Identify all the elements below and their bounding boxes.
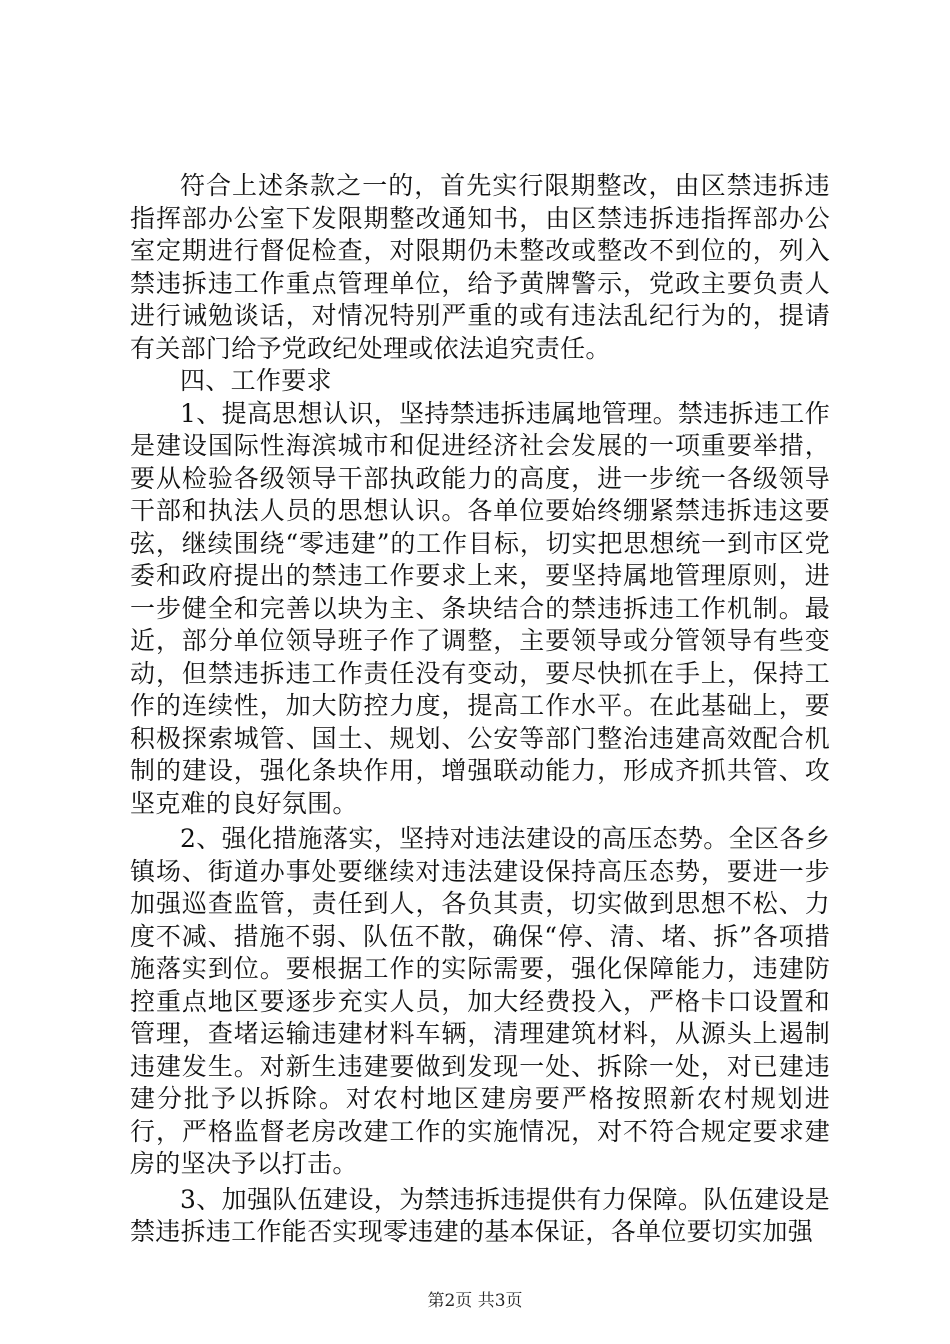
section-heading-work-requirements: 四、工作要求 [180,366,332,395]
paragraph-requirement-3: 3、加强队伍建设，为禁违拆违提供有力保障。队伍建设是禁违拆违工作能否实现零违建的基本保证，各单位要切实加强 [130,1184,830,1246]
paragraph-rectification-terms: 符合上述条款之一的，首先实行限期整改，由区禁违拆违指挥部办公室下发限期整改通知书，由区禁违拆违指挥部办公室定期进行督促检查，对限期仍未整改或整改不到位的，列入禁违拆违工作重点管理单位，给予黄牌警示，党政主要负责人进行诫勉谈话，对情况特别严重的或有违法乱纪行为的，提请有关部门给予党政纪处理或依法追究责任。 [130,171,830,363]
page-number-footer: 第2页 共3页 [427,1291,523,1311]
document-body [130,170,830,1249]
paragraph-requirement-2: 2、强化措施落实，坚持对违法建设的高压态势。全区各乡镇场、街道办事处要继续对违法建设保持高压态势，要进一步加强巡查监管，责任到人，各负其责，切实做到思想不松、力度不减、措施不弱、队伍不散，确保“停、清、堵、拆”各项措施落实到位。要根据工作的实际需要，强化保障能力，违建防控重点地区要逐步充实人员，加大经费投入，严格卡口设置和管理，查堵运输违建材料车辆，清理建筑材料，从源头上遏制违建发生。对新生违建要做到发现一处、拆除一处，对已建违建分批予以拆除。对农村地区建房要严格按照新农村规划进行，严格监督老房改建工作的实施情况，对不符合规定要求建房的坚决予以打击。 [130,824,830,1178]
paragraph-requirement-1: 1、提高思想认识，坚持禁违拆违属地管理。禁违拆违工作是建设国际性海滨城市和促进经济社会发展的一项重要举措，要从检验各级领导干部执政能力的高度，进一步统一各级领导干部和执法人员的思想认识。各单位要始终绷紧禁违拆违这要弦，继续围绕“零违建”的工作目标，切实把思想统一到市区党委和政府提出的禁违工作要求上来，要坚持属地管理原则，进一步健全和完善以块为主、条块结合的禁违拆违工作机制。最近，部分单位领导班子作了调整，主要领导或分管领导有些变动，但禁违拆违工作责任没有变动，要尽快抓在手上，保持工作的连续性，加大防控力度，提高工作水平。在此基础上，要积极探索城管、国土、规划、公安等部门整治违建高效配合机制的建设，强化条块作用，增强联动能力，形成齐抓共管、攻坚克难的良好氛围。 [130,398,830,818]
